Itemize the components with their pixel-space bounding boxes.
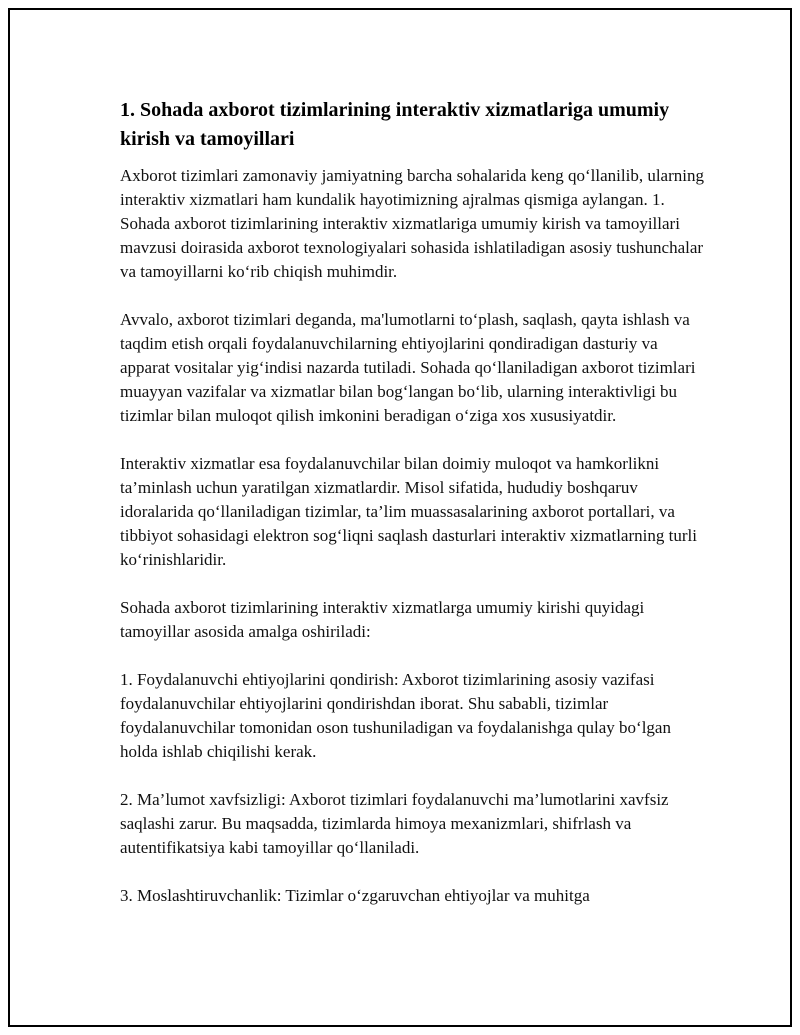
paragraph-interactive-services: Interaktiv xizmatlar esa foydalanuvchilar bilan doimiy muloqot va hamkorlikni ta’minlash uchun yaratilgan xizmatlardir. Misol sifatida, hududiy boshqaruv idoralarida qo‘llaniladigan tizimlar, ta’lim muassasalarining axborot portallari, va tibbiyot sohasidagi elektron sog‘liqni saqlash dasturlari interaktiv xizmatlarning turli ko‘rinishlaridir. [120, 454, 697, 569]
page-frame [8, 8, 792, 1027]
paragraph-principles-intro: Sohada axborot tizimlarining interaktiv xizmatlarga umumiy kirishi quyidagi tamoyillar asosida amalga oshiriladi: [120, 598, 645, 641]
paragraph-intro: Axborot tizimlari zamonaviy jamiyatning barcha sohalarida keng qo‘llanilib, ularning interaktiv xizmatlari ham kundalik hayotimizning ajralmas qismiga aylangan. 1. Sohada axborot tizimlarining interaktiv xizmatlariga umumiy kirish va tamoyillari mavzusi doirasida axborot texnologiyalari sohasida ishlatiladigan asosiy tushunchalar va tamoyillarni ko‘rib chiqish muhimdir. [120, 166, 704, 281]
paragraph-principle-3: 3. Moslashtiruvchanlik: Tizimlar o‘zgaruvchan ehtiyojlar va muhitga [120, 886, 590, 905]
paragraph-principle-1: 1. Foydalanuvchi ehtiyojlarini qondirish: Axborot tizimlarining asosiy vazifasi foydalanuvchilar ehtiyojlarini qondirishdan iborat. Shu sababli, tizimlar foydalanuvchilar tomonidan oson tushuniladigan va foydalanishga qulay bo‘lgan holda ishlab chiqilishi kerak. [120, 670, 671, 761]
document-body [120, 96, 710, 932]
paragraph-definition: Avvalo, axborot tizimlari deganda, ma'lumotlarni to‘plash, saqlash, qayta ishlash va taqdim etish orqali foydalanuvchilarning ehtiyojlarini qondiradigan dasturiy va apparat vositalar yig‘indisi nazarda tutiladi. Sohada qo‘llaniladigan axborot tizimlari muayyan vazifalar va xizmatlar bilan bog‘langan bo‘lib, ularning interaktivligi bu tizimlar bilan muloqot qilish imkonini beradigan o‘ziga xos xususiyatdir. [120, 310, 696, 425]
document-title: 1. Sohada axborot tizimlarining interaktiv xizmatlariga umumiy kirish va tamoyillari [120, 99, 670, 150]
paragraph-principle-2: 2. Ma’lumot xavfsizligi: Axborot tizimlari foydalanuvchi ma’lumotlarini xavfsiz saqlashi zarur. Bu maqsadda, tizimlarda himoya mexanizmlari, shifrlash va autentifikatsiya kabi tamoyillar qo‘llaniladi. [120, 790, 669, 857]
